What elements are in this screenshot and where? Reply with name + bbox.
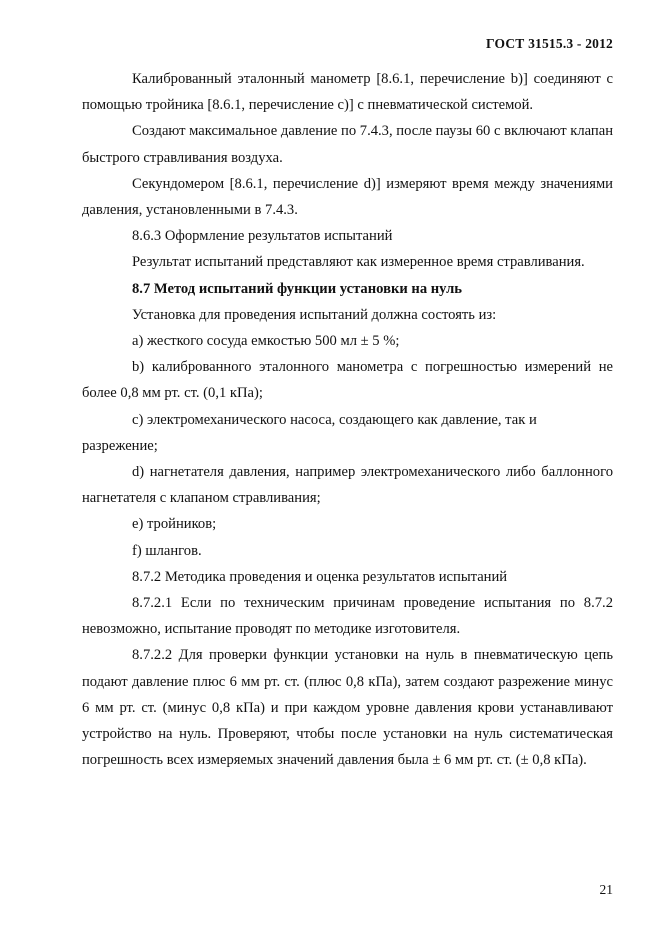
paragraph-8-7-2-2: 8.7.2.2 Для проверки функции установки на нуль в пневматическую цепь подают давление плюс 6 мм рт. ст. (плюс 0,8 кПа), затем создают разрежение минус 6 мм рт. ст. (минус 0,8 кПа) и при каждом уровне давления крови устанавливают устройство на нуль. Проверяют, чтобы после установки на нуль систематическая погрешность всех измеряемых значений давления была ± 6 мм рт. ст. (± 0,8 кПа). xyxy=(82,647,613,769)
document-code-header: ГОСТ 31515.3 - 2012 xyxy=(486,36,613,51)
list-item-e: e) тройников; xyxy=(132,516,217,533)
paragraph-max-pressure: Создают максимальное давление по 7.4.3, после паузы 60 с включают клапан быстрого стравливания воздуха. xyxy=(82,123,613,166)
paragraph-setup-intro: Установка для проведения испытаний должна состоять из: xyxy=(132,306,497,323)
page-number: 21 xyxy=(599,882,613,897)
list-item-c: c) электромеханического насоса, создающего как давление, так и разрежение; xyxy=(82,411,537,454)
list-item-f: f) шлангов. xyxy=(132,542,202,559)
list-item-b: b) калиброванного эталонного манометра с погрешностью измерений не более 0,8 мм рт. ст. (0,1 кПа); xyxy=(82,359,613,402)
subsection-heading-8-7-2: 8.7.2 Методика проведения и оценка результатов испытаний xyxy=(132,568,508,585)
subsection-heading-8-6-3: 8.6.3 Оформление результатов испытаний xyxy=(132,228,393,245)
document-body xyxy=(82,66,613,773)
paragraph-stopwatch: Секундомером [8.6.1, перечисление d)] измеряют время между значениями давления, установленными в 7.4.3. xyxy=(82,175,613,219)
paragraph-reference-manometer: Калиброванный эталонный манометр [8.6.1, перечисление b)] соединяют с помощью тройника [8.6.1, перечисление c)] с пневматической системой. xyxy=(82,71,613,114)
paragraph-test-result: Результат испытаний представляют как измеренное время стравливания. xyxy=(132,254,585,271)
list-item-d: d) нагнетателя давления, например электромеханического либо баллонного нагнетателя с клапаном стравливания; xyxy=(82,464,613,507)
section-heading-8-7: 8.7 Метод испытаний функции установки на нуль xyxy=(132,280,463,297)
list-item-a: a) жесткого сосуда емкостью 500 мл ± 5 %; xyxy=(132,333,400,350)
paragraph-8-7-2-1: 8.7.2.1 Если по техническим причинам проведение испытания по 8.7.2 невозможно, испытание проводят по методике изготовителя. xyxy=(82,595,613,638)
